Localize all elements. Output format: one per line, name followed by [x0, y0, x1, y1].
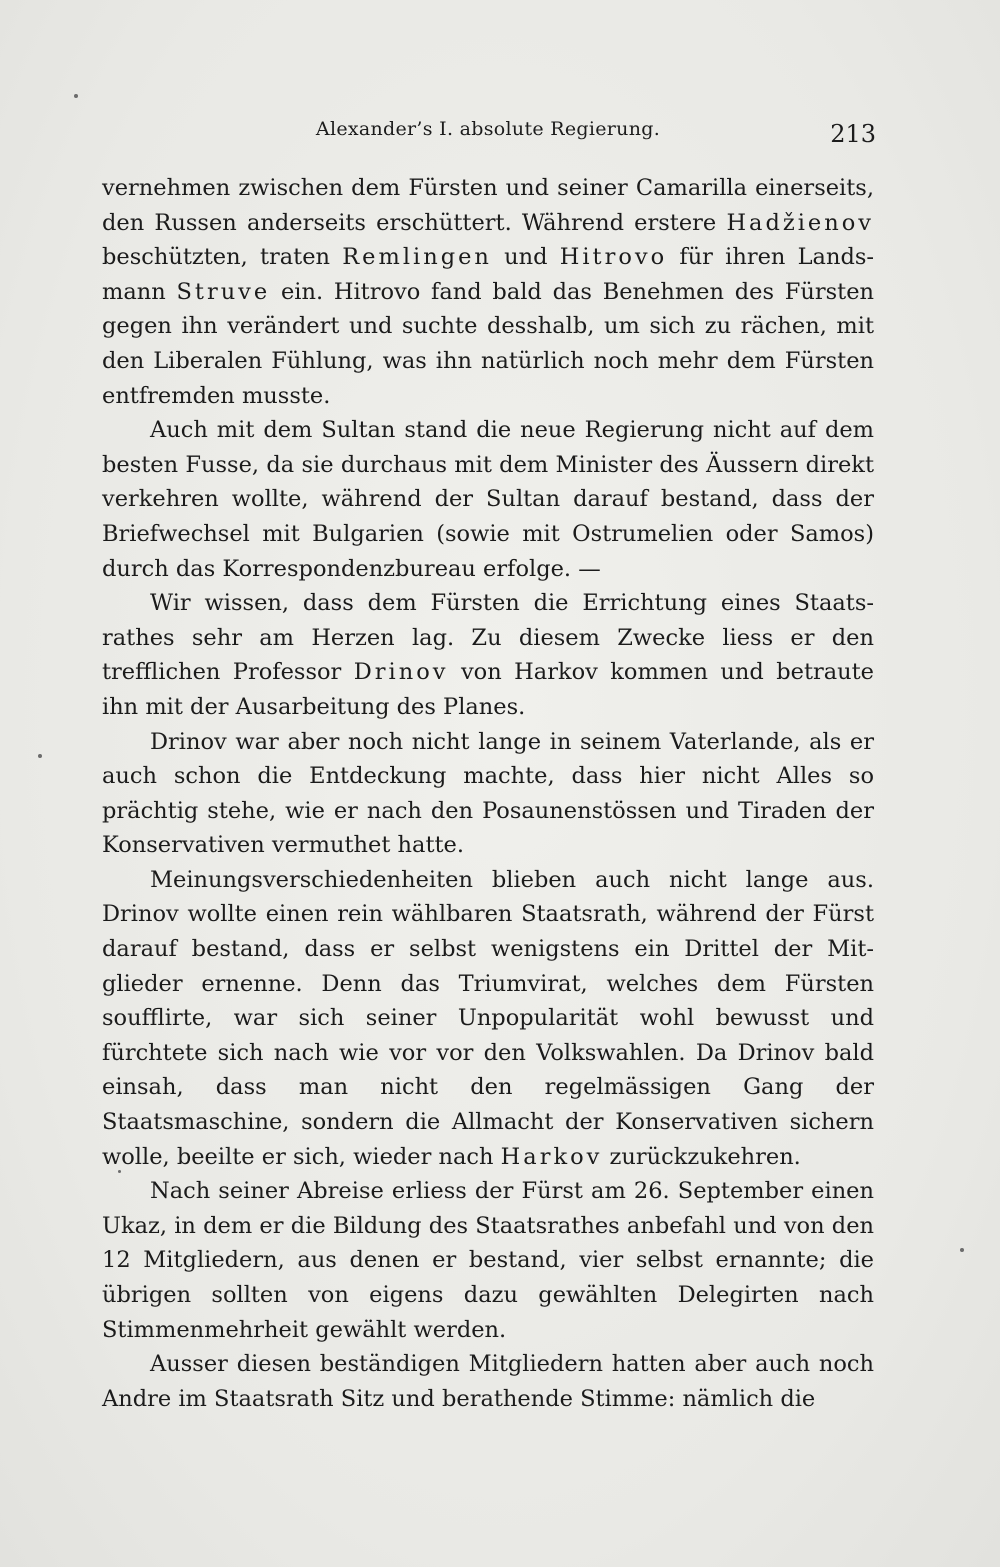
spaced-name: Struve [176, 278, 271, 305]
page-number: 213 [830, 120, 876, 148]
paper-speck [38, 754, 42, 758]
paragraph [102, 725, 874, 863]
page-header [100, 116, 876, 156]
text-segment: Drinov war aber noch nicht lange in seinem Vaterlande, als er auch schon die Entdeckung machte, dass hier nicht Alles so prächtig stehe, wie er nach den Posaunenstössen und Tiraden der Konservativen vermuthet hatte. [102, 728, 874, 859]
text-segment: Ausser diesen beständigen Mitgliedern hatten aber auch noch Andre im Staatsrath Sitz und berathende Stimme: nämlich die [102, 1351, 874, 1412]
spaced-name: Hadžienov [726, 209, 874, 236]
text-segment: für ihren Lands- mann [102, 244, 875, 305]
text-segment: Auch mit dem Sultan stand die neue Regierung nicht auf dem besten Fusse, da sie durchaus mit dem Minister des Äussern direkt verkehren wollte, während der Sultan darauf bestand, dass der Briefwechsel mit Bulgarien (sowie mit Ostrumelien oder Samos) durch das Korrespondenzbureau erfolge. — [102, 417, 874, 582]
running-title: Alexander’s I. absolute Regierung. [315, 118, 661, 140]
text-segment: zurückzukehren. [602, 1143, 801, 1170]
paper-speck [118, 1170, 121, 1173]
paragraph [102, 863, 874, 1174]
paragraph [102, 586, 874, 724]
spaced-name: Remlingen [342, 244, 492, 271]
paper-speck [74, 94, 78, 98]
paragraph [102, 1174, 874, 1347]
paragraph [102, 1347, 874, 1416]
paragraph [102, 413, 874, 586]
paragraph [102, 171, 874, 413]
spaced-name: Drinov [353, 659, 449, 686]
text-segment: Nach seiner Abreise erliess der Fürst am 26. September einen Ukaz, in dem er die Bildung des Staatsrathes anbefahl und von den 12 Mitgliedern, aus denen er bestand, vier selbst ernannte; die übrigen sollten von eigens dazu gewählten Delegirten nach Stimmenmehrheit gewählt werden. [102, 1178, 874, 1343]
spaced-name: Hitrovo [559, 244, 668, 271]
text-segment: beschützten, traten [102, 244, 343, 271]
text-segment: vernehmen zwischen dem Fürsten und seiner Camarilla einerseits, den Russen anderseits erschüttert. Während erstere [102, 175, 874, 236]
text-segment: Wir wissen, dass dem Fürsten die Errichtung eines Staats- rathes sehr am Herzen lag. Zu diesem Zwecke liess er den trefflichen Professor [102, 590, 874, 686]
body-text [102, 171, 874, 1416]
text-segment: Meinungsverschiedenheiten blieben auch nicht lange aus. Drinov wollte einen rein wählbaren Staatsrath, während der Fürst darauf bestand, dass er selbst wenigstens ein Drittel der Mit- glieder ernenne. Denn das Triumvirat, welches dem Fürsten soufflirte, war sich seiner Unpopularität wohl bewusst und fürchtete sich nach wie vor vor den Volkswahlen. Da Drinov bald einsah, dass man nicht den regelmässigen Gang der Staatsmaschine, sondern die Allmacht der Konservativen sichern wolle, beeilte er sich, wieder nach [102, 866, 874, 1170]
text-segment: ein. Hitrovo fand bald das Benehmen des Fürsten gegen ihn verändert und suchte desshalb, um sich zu rächen, mit den Liberalen Fühlung, was ihn natürlich noch mehr dem Fürsten entfremden musste. [102, 278, 874, 409]
paper-speck [960, 1248, 964, 1252]
text-segment: und [491, 244, 560, 271]
spaced-name: Harkov [500, 1143, 603, 1170]
text-segment: von Harkov kommen und betraute ihn mit der Ausarbeitung des Planes. [102, 659, 875, 720]
